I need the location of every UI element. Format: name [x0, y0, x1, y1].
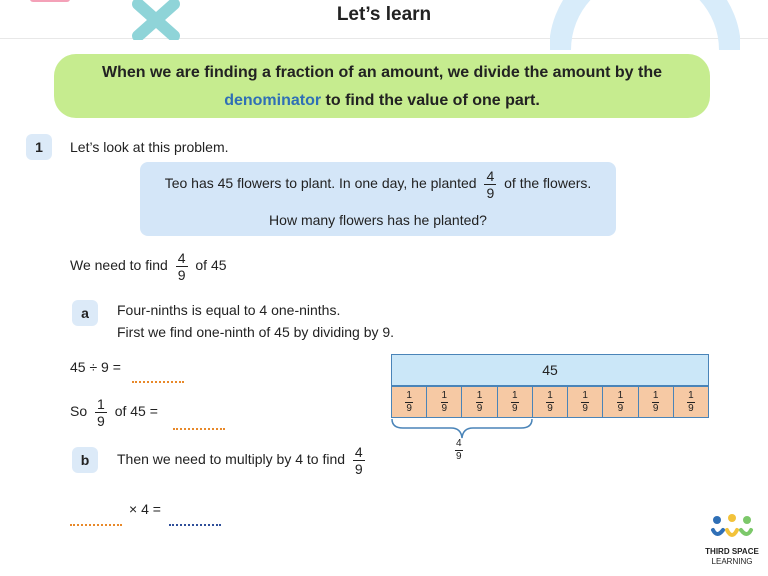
brace-fraction	[455, 438, 463, 463]
problem-box	[140, 162, 616, 236]
fraction-denominator: 9	[511, 402, 518, 414]
fraction-numerator: 1	[97, 396, 105, 412]
bar-cell	[673, 386, 709, 418]
fraction-numerator: 4	[177, 250, 186, 266]
fraction-denominator: 9	[406, 402, 412, 414]
question-intro: Let’s look at this problem.	[70, 139, 229, 155]
logo-text-line-1: THIRD SPACE	[705, 547, 759, 556]
bar-cell	[567, 386, 603, 418]
part-a-line-2: First we find one-ninth of 45 by dividing by 9.	[117, 324, 395, 340]
bar-cell	[391, 386, 427, 418]
need-suffix: of 45	[195, 257, 227, 274]
fraction-denominator: 9	[582, 402, 588, 414]
eq2-fraction	[95, 396, 107, 429]
fraction-numerator: 1	[652, 389, 659, 401]
fraction-numerator: 1	[547, 389, 553, 401]
bar-cell	[461, 386, 497, 418]
problem-fraction	[484, 168, 496, 201]
fraction-denominator: 9	[617, 402, 624, 414]
fraction-denominator: 9	[688, 402, 694, 414]
eq2-suffix: of 45 =	[114, 403, 158, 420]
part-b-fraction	[353, 444, 365, 477]
answer-blank-multiplicand[interactable]	[70, 524, 122, 526]
banner-line-2-rest: to find the value of one part.	[325, 92, 540, 109]
part-b-badge: b	[72, 447, 98, 473]
bar-model-cells	[391, 386, 709, 418]
fraction-numerator: 1	[511, 389, 518, 401]
part-a-line-1: Four-ninths is equal to 4 one-ninths.	[117, 302, 341, 318]
fraction-denominator: 9	[97, 413, 105, 429]
division-equation: 45 ÷ 9 =	[70, 359, 121, 375]
bar-cell	[602, 386, 638, 418]
fraction-numerator: 1	[441, 389, 448, 401]
logo-text-line-2: LEARNING	[711, 557, 753, 566]
part-b-statement	[117, 444, 369, 477]
fraction-numerator: 1	[617, 389, 624, 401]
part-b-text: Then we need to multiply by 4 to find	[117, 451, 346, 468]
question-number-badge: 1	[26, 134, 52, 160]
banner-line-1: When we are finding a fraction of an amount, we divide the amount by the	[101, 64, 663, 81]
answer-blank-one-ninth[interactable]	[173, 428, 225, 430]
fraction-denominator: 9	[547, 402, 553, 414]
unit-fraction-equation	[70, 396, 158, 429]
banner-line-2	[54, 87, 710, 115]
need-statement	[70, 250, 227, 283]
banner-highlight: denominator	[224, 92, 322, 109]
fraction-denominator: 9	[652, 402, 659, 414]
fraction-denominator: 9	[354, 461, 363, 477]
answer-blank-division[interactable]	[132, 381, 184, 383]
fraction-denominator: 9	[486, 185, 495, 201]
bar-cell	[638, 386, 674, 418]
multiply-equation: × 4 =	[129, 501, 161, 517]
logo-mark-icon	[709, 514, 755, 542]
part-a-badge: a	[72, 300, 98, 326]
fraction-denominator: 9	[177, 267, 186, 283]
eq2-prefix: So	[70, 403, 88, 420]
curly-brace-icon	[391, 418, 533, 440]
bar-model-total: 45	[391, 354, 709, 386]
problem-line-1	[148, 168, 608, 201]
fraction-numerator: 4	[354, 444, 363, 460]
problem-text-part-2: of the flowers.	[504, 175, 592, 192]
fraction-denominator: 9	[456, 451, 462, 462]
third-space-learning-logo	[700, 514, 764, 574]
answer-blank-product[interactable]	[169, 524, 221, 526]
need-fraction	[176, 250, 188, 283]
bar-cell	[532, 386, 568, 418]
fraction-numerator: 4	[486, 168, 495, 184]
page-title: Let’s learn	[336, 4, 432, 25]
key-fact-banner	[54, 54, 710, 118]
fraction-numerator: 1	[406, 389, 412, 401]
fraction-denominator: 9	[476, 402, 483, 414]
fraction-numerator: 1	[582, 389, 588, 401]
need-prefix: We need to find	[70, 257, 168, 274]
problem-text-part-1: Teo has 45 flowers to plant. In one day, he planted	[164, 175, 477, 192]
bar-cell	[426, 386, 462, 418]
bar-cell	[497, 386, 533, 418]
fraction-denominator: 9	[441, 402, 448, 414]
fraction-numerator: 1	[688, 389, 694, 401]
fraction-numerator: 4	[456, 438, 462, 449]
fraction-numerator: 1	[476, 389, 483, 401]
problem-line-2: How many flowers has he planted?	[269, 212, 487, 228]
